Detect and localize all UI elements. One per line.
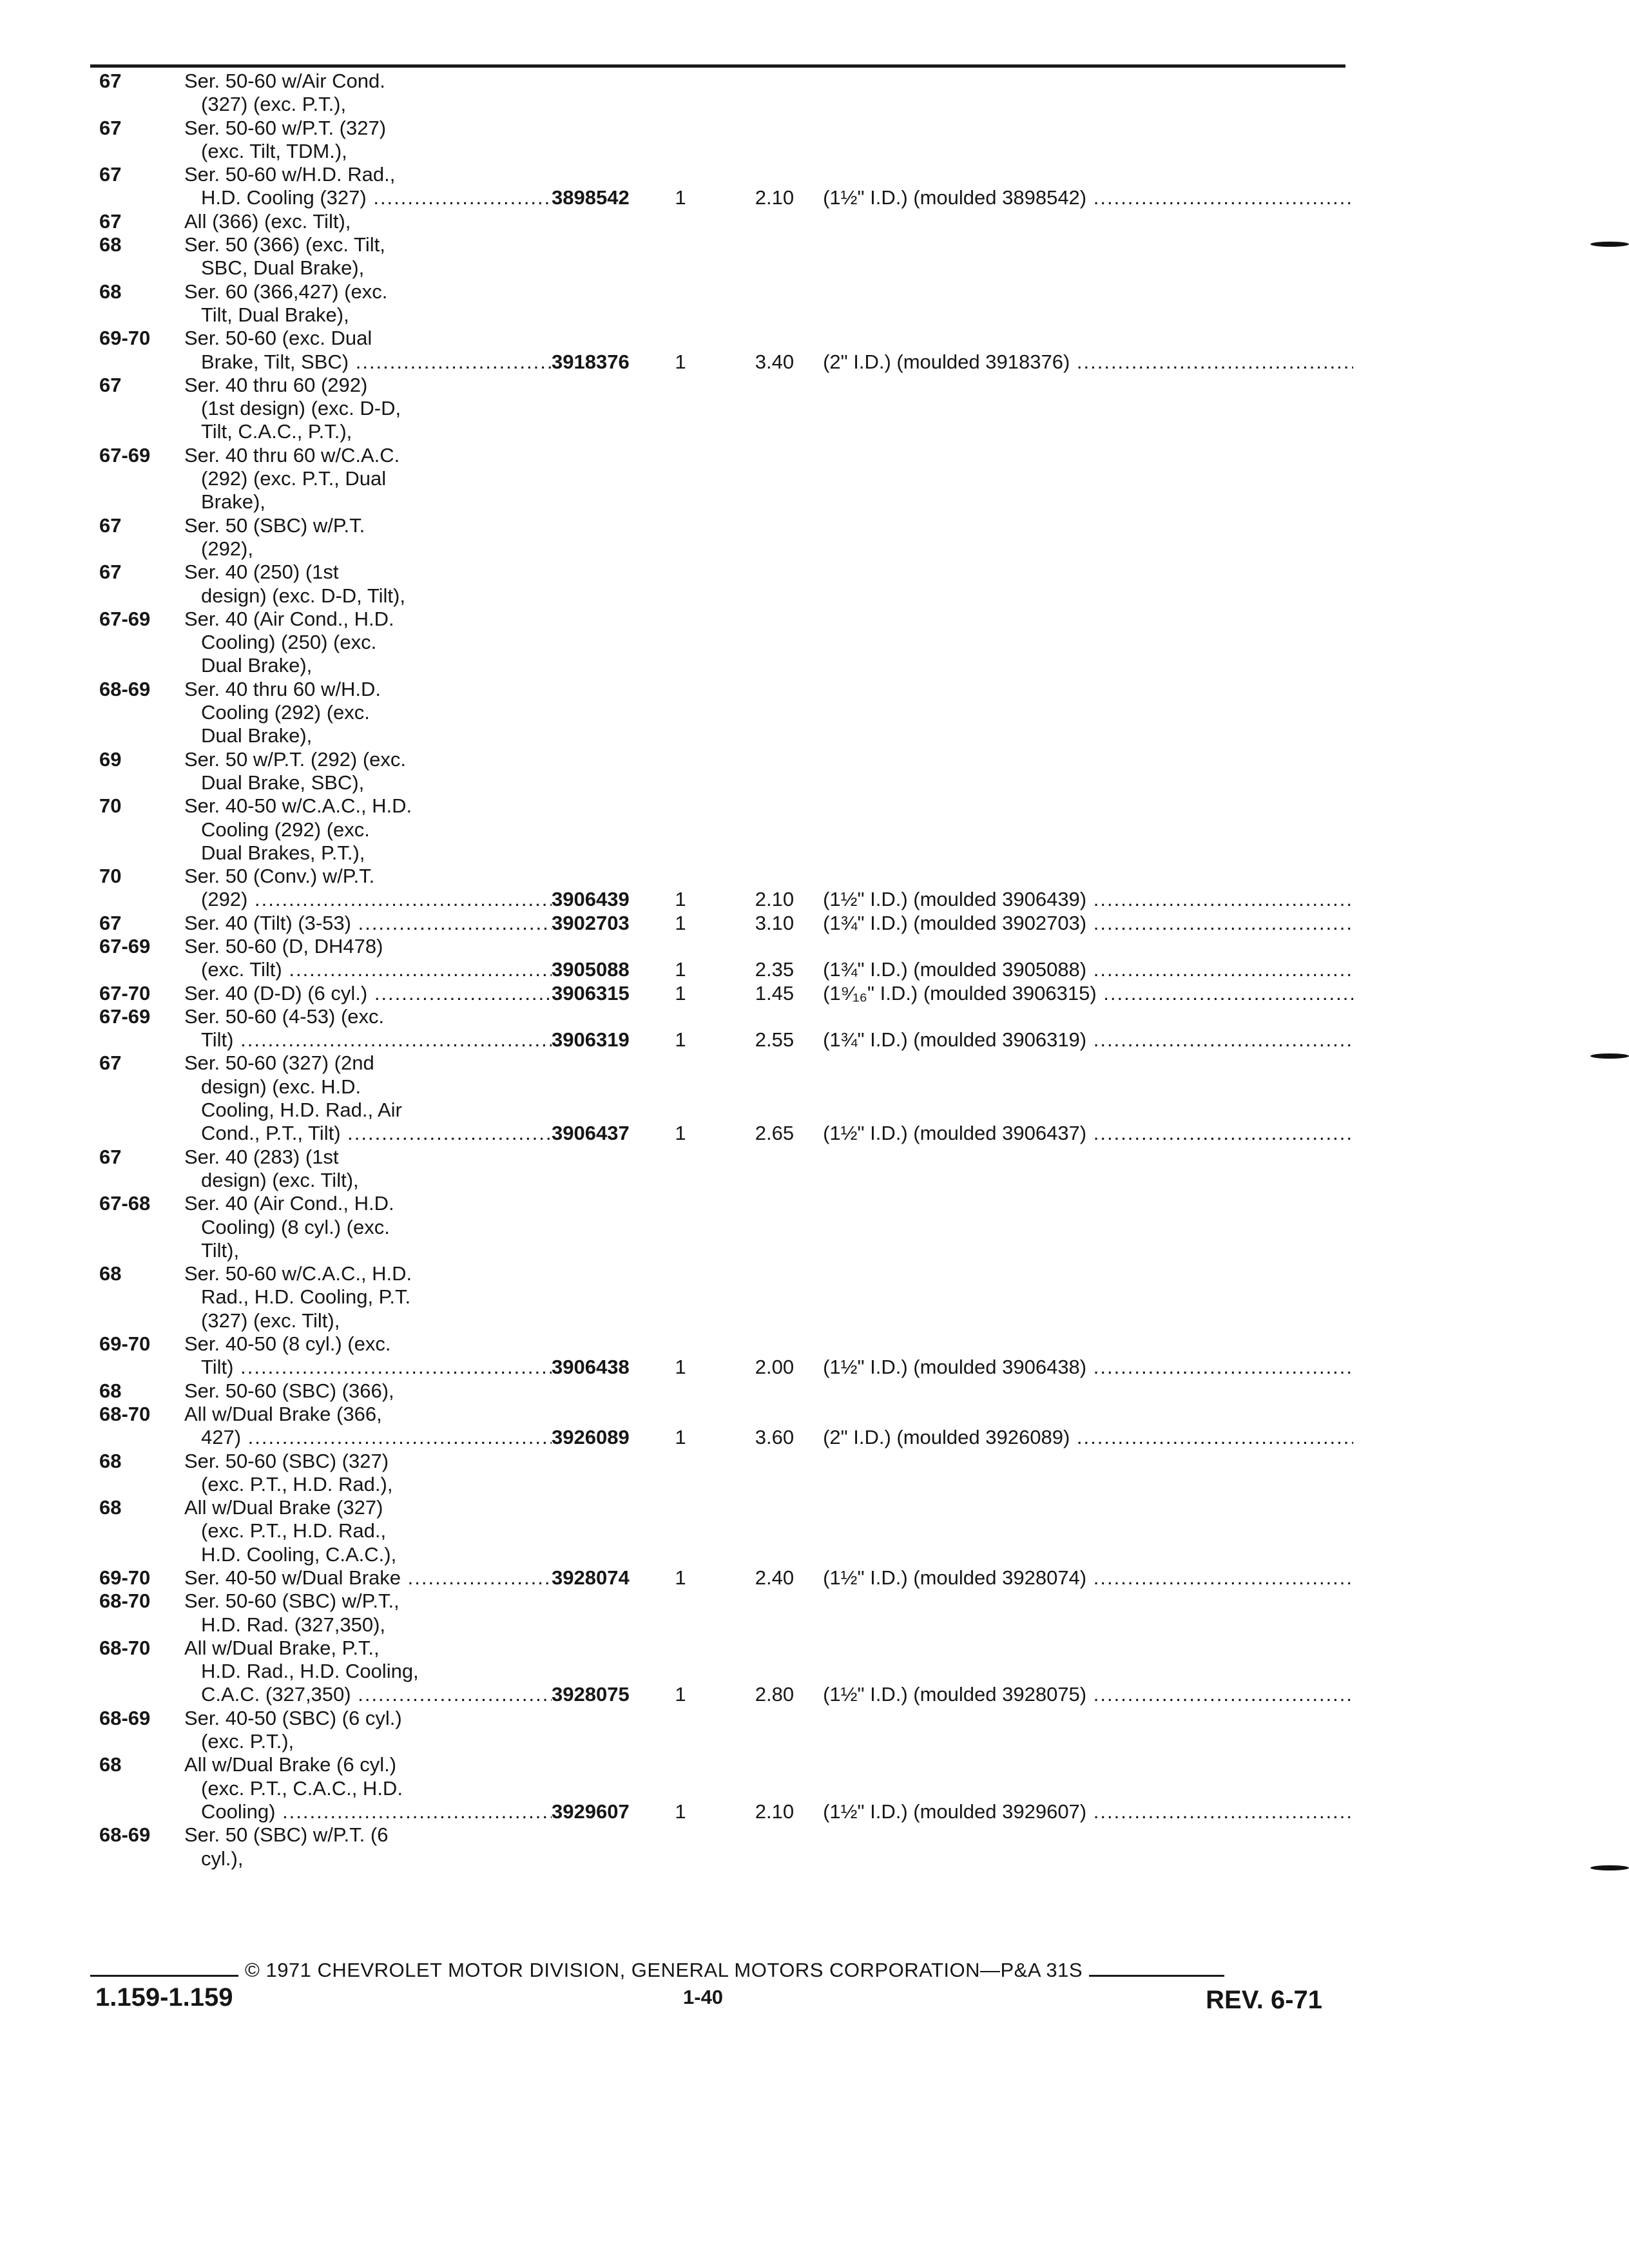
revision-label: REV. 6-71	[1206, 1986, 1322, 2014]
entry-year: 67	[99, 373, 122, 396]
description-line: Ser. 50-60 (exc. Dual	[184, 327, 372, 350]
list-price: 2.10	[755, 888, 795, 911]
description-line: Ser. 40-50 w/C.A.C., H.D.	[184, 794, 412, 818]
entry-description	[184, 1707, 552, 1754]
description-line: Ser. 50-60 (SBC) (327)	[184, 1449, 389, 1472]
description-line: (exc. Tilt, TDM.),	[201, 139, 347, 162]
copyright-row	[90, 1959, 1345, 1982]
entry-year: 68-69	[99, 1823, 151, 1847]
description-line: Cooling) (250) (exc.	[201, 631, 377, 654]
description-line: design) (exc. Tilt),	[201, 1168, 359, 1191]
list-price: 2.65	[755, 1122, 795, 1145]
quantity: 1	[675, 1028, 686, 1052]
description-line: Ser. 50-60 (327) (2nd	[184, 1052, 374, 1075]
entry-description	[184, 608, 552, 678]
description-line: (exc. P.T., C.A.C., H.D.	[201, 1776, 403, 1800]
description-line: cyl.),	[201, 1847, 244, 1870]
description-line: Ser. 50 w/P.T. (292) (exc.	[184, 747, 407, 771]
description-line: Dual Brakes, P.T.),	[201, 841, 365, 864]
description-line: Ser. 50 (Conv.) w/P.T.	[184, 865, 375, 888]
description-line: (292),	[201, 537, 253, 560]
parts-entry	[90, 117, 1353, 164]
footer-rule-right	[1089, 1975, 1224, 1977]
description-line: Brake),	[201, 490, 265, 514]
description-line: 427) .....	[184, 1426, 552, 1449]
parts-listing	[90, 70, 1353, 1870]
quantity: 1	[675, 350, 686, 373]
description-line: Ser. 50 (SBC) w/P.T.	[184, 514, 365, 537]
parts-entry	[90, 1637, 1353, 1707]
part-number: 3906439	[552, 888, 630, 911]
quantity: 1	[675, 911, 686, 934]
entry-description	[184, 327, 552, 374]
list-price: 2.10	[755, 186, 795, 209]
parts-entry	[90, 1262, 1353, 1332]
part-number: 3926089	[552, 1426, 630, 1449]
quantity: 1	[675, 1800, 686, 1823]
quantity: 1	[675, 1566, 686, 1589]
entry-year: 67-69	[99, 934, 151, 957]
list-price: 2.00	[755, 1356, 795, 1379]
description-line: Tilt) .....	[184, 1356, 552, 1379]
description-line: Ser. 50-60 (4-53) (exc.	[184, 1004, 385, 1028]
page-number: 1-40	[683, 1986, 724, 2008]
entry-description	[184, 678, 552, 748]
entry-year: 68-70	[99, 1636, 151, 1659]
description-line: Ser. 50 (366) (exc. Tilt,	[184, 233, 385, 256]
quantity: 1	[675, 1356, 686, 1379]
parts-entry	[90, 514, 1353, 561]
part-note: (1½" I.D.) (moulded 3906439) .....	[823, 888, 1353, 911]
entry-description	[184, 1496, 552, 1566]
quantity: 1	[675, 958, 686, 981]
entry-year: 70	[99, 865, 122, 888]
parts-entry	[90, 1005, 1353, 1052]
part-note: (1¾" I.D.) (moulded 3906319) .....	[823, 1028, 1353, 1052]
description-line: SBC, Dual Brake),	[201, 256, 365, 280]
section-number: 1.159-1.159	[95, 1983, 233, 2012]
entry-year: 68-69	[99, 1706, 151, 1729]
parts-entry	[90, 678, 1353, 748]
part-number: 3928075	[552, 1683, 630, 1706]
entry-description	[184, 1379, 552, 1403]
description-line: design) (exc. D-D, Tilt),	[201, 584, 405, 607]
entry-year: 67	[99, 163, 122, 186]
parts-entry	[90, 374, 1353, 444]
parts-entry	[90, 210, 1353, 233]
description-line: Ser. 40 thru 60 w/C.A.C.	[184, 443, 400, 466]
parts-entry	[90, 748, 1353, 795]
quantity: 1	[675, 1122, 686, 1145]
description-line: All w/Dual Brake (6 cyl.)	[184, 1753, 397, 1776]
list-price: 2.80	[755, 1683, 795, 1706]
entry-description	[184, 982, 552, 1005]
description-line: Ser. 40-50 (SBC) (6 cyl.)	[184, 1706, 402, 1729]
part-note: (1½" I.D.) (moulded 3906438) .....	[823, 1356, 1353, 1379]
entry-year: 68	[99, 1496, 122, 1519]
description-line: Dual Brake),	[201, 654, 313, 677]
entry-year: 69	[99, 747, 122, 771]
list-price: 3.10	[755, 911, 795, 934]
entry-description	[184, 70, 552, 117]
quantity: 1	[675, 1426, 686, 1449]
footer-rule-left	[90, 1975, 238, 1977]
description-line: Cooling) (8 cyl.) (exc.	[201, 1215, 390, 1238]
part-number: 3902703	[552, 911, 630, 934]
description-line: (exc. P.T., H.D. Rad.,	[201, 1519, 387, 1542]
description-line: C.A.C. (327,350) .....	[184, 1683, 552, 1706]
part-note: (1½" I.D.) (moulded 3928075) .....	[823, 1683, 1353, 1706]
entry-year: 67-69	[99, 1004, 151, 1028]
entry-year: 68	[99, 280, 122, 303]
entry-description	[184, 1262, 552, 1332]
page-footer	[90, 1959, 1345, 2022]
entry-year: 67	[99, 1052, 122, 1075]
description-line: Cooling (292) (exc.	[201, 818, 370, 841]
entry-description	[184, 1192, 552, 1262]
description-line: H.D. Rad. (327,350),	[201, 1613, 386, 1636]
list-price: 2.10	[755, 1800, 795, 1823]
entry-year: 67	[99, 911, 122, 934]
description-line: Ser. 60 (366,427) (exc.	[184, 280, 388, 303]
entry-description	[184, 280, 552, 327]
list-price: 2.40	[755, 1566, 795, 1589]
entry-year: 69-70	[99, 327, 151, 350]
part-note: (1½" I.D.) (moulded 3898542) .....	[823, 186, 1353, 209]
part-note: (1¾" I.D.) (moulded 3902703) .....	[823, 912, 1353, 935]
description-line: Ser. 40 (Air Cond., H.D.	[184, 1192, 394, 1215]
parts-entry	[90, 1379, 1353, 1403]
entry-year: 67-69	[99, 607, 151, 630]
parts-entry	[90, 70, 1353, 117]
top-rule	[90, 64, 1345, 68]
parts-entry	[90, 912, 1353, 935]
binder-tab-mark	[1590, 1053, 1629, 1059]
description-line: Cooling (292) (exc.	[201, 701, 370, 724]
quantity: 1	[675, 186, 686, 209]
entry-year: 67-68	[99, 1192, 151, 1215]
entry-year: 68-70	[99, 1590, 151, 1613]
footer-bottom-row	[90, 1983, 1345, 2022]
entry-year: 68	[99, 1262, 122, 1285]
parts-entry	[90, 1707, 1353, 1754]
parts-entry	[90, 561, 1353, 608]
description-line: Ser. 40 thru 60 (292)	[184, 373, 368, 396]
description-line: Ser. 40 (D-D) (6 cyl.) .....	[184, 982, 552, 1005]
entry-description	[184, 1332, 552, 1379]
parts-entry	[90, 1566, 1353, 1590]
entry-description	[184, 1005, 552, 1052]
part-number: 3898542	[552, 186, 630, 209]
part-note: (1½" I.D.) (moulded 3929607) .....	[823, 1800, 1353, 1823]
description-line: Tilt),	[201, 1238, 240, 1262]
parts-entry	[90, 865, 1353, 912]
description-line: H.D. Cooling (327) .....	[184, 186, 552, 209]
description-line: Ser. 50-60 w/P.T. (327)	[184, 116, 387, 139]
description-line: H.D. Cooling, C.A.C.),	[201, 1542, 397, 1566]
entry-year: 68	[99, 1753, 122, 1776]
description-line: Ser. 40-50 (8 cyl.) (exc.	[184, 1332, 391, 1356]
entry-description	[184, 210, 552, 233]
description-line: Ser. 50-60 w/C.A.C., H.D.	[184, 1262, 412, 1285]
parts-entry	[90, 1146, 1353, 1193]
part-note: (1½" I.D.) (moulded 3906437) .....	[823, 1122, 1353, 1145]
description-line: All w/Dual Brake, P.T.,	[184, 1636, 380, 1659]
entry-description	[184, 561, 552, 608]
description-line: All w/Dual Brake (366,	[184, 1402, 382, 1425]
part-note: (2" I.D.) (moulded 3918376) .....	[823, 351, 1353, 374]
entry-year: 70	[99, 794, 122, 818]
part-number: 3906437	[552, 1122, 630, 1145]
list-price: 2.35	[755, 958, 795, 981]
entry-description	[184, 1450, 552, 1497]
part-note: (2" I.D.) (moulded 3926089) .....	[823, 1426, 1353, 1449]
list-price: 2.55	[755, 1028, 795, 1052]
parts-entry	[90, 1192, 1353, 1262]
entry-year: 68	[99, 1449, 122, 1472]
parts-entry	[90, 327, 1353, 374]
entry-description	[184, 1637, 552, 1707]
copyright-text: © 1971 CHEVROLET MOTOR DIVISION, GENERAL MOTORS CORPORATION—P&A 31S	[245, 1959, 1083, 1981]
parts-entry	[90, 1052, 1353, 1145]
parts-entry	[90, 233, 1353, 280]
entry-description	[184, 233, 552, 280]
description-line: (292) .....	[184, 888, 552, 911]
part-number: 3918376	[552, 350, 630, 373]
entry-description	[184, 117, 552, 164]
part-number: 3906438	[552, 1356, 630, 1379]
parts-entry	[90, 1590, 1353, 1637]
description-line: Ser. 50-60 (SBC) (366),	[184, 1379, 394, 1402]
part-number: 3906315	[552, 981, 630, 1004]
description-line: (1st design) (exc. D-D,	[201, 397, 401, 420]
description-line: (exc. Tilt) .....	[184, 958, 552, 981]
description-line: Ser. 40 (Tilt) (3-53) .....	[184, 912, 552, 935]
description-line: Cond., P.T., Tilt) .....	[184, 1122, 552, 1145]
description-line: All w/Dual Brake (327)	[184, 1496, 383, 1519]
parts-entry	[90, 1450, 1353, 1497]
part-note: (1⁹⁄₁₆" I.D.) (moulded 3906315) .....	[823, 982, 1353, 1005]
part-number: 3906319	[552, 1028, 630, 1052]
entry-year: 67	[99, 1145, 122, 1168]
description-line: (exc. P.T.),	[201, 1730, 294, 1753]
parts-entry	[90, 1403, 1353, 1450]
entry-description	[184, 748, 552, 795]
entry-year: 67	[99, 70, 122, 92]
part-note: (1¾" I.D.) (moulded 3905088) .....	[823, 958, 1353, 981]
quantity: 1	[675, 981, 686, 1004]
binder-tab-mark	[1590, 242, 1629, 247]
description-line: Ser. 40 (250) (1st	[184, 561, 339, 584]
description-line: All (366) (exc. Tilt),	[184, 209, 351, 233]
parts-entry	[90, 608, 1353, 678]
entry-description	[184, 163, 552, 210]
entry-description	[184, 1590, 552, 1637]
description-line: (327) (exc. P.T.),	[201, 93, 347, 116]
entry-description	[184, 1403, 552, 1450]
description-line: (exc. P.T., H.D. Rad.),	[201, 1472, 393, 1495]
description-line: Tilt, Dual Brake),	[201, 303, 349, 326]
parts-entry	[90, 1753, 1353, 1823]
entry-description	[184, 935, 552, 982]
part-note: (1½" I.D.) (moulded 3928074) .....	[823, 1566, 1353, 1590]
description-line: H.D. Rad., H.D. Cooling,	[201, 1660, 419, 1683]
description-line: Cooling) .....	[184, 1800, 552, 1823]
part-number: 3928074	[552, 1566, 630, 1589]
description-line: Tilt, C.A.C., P.T.),	[201, 420, 352, 443]
description-line: Ser. 50-60 w/H.D. Rad.,	[184, 163, 396, 186]
list-price: 3.60	[755, 1426, 795, 1449]
entry-description	[184, 1823, 552, 1870]
entry-description	[184, 1566, 552, 1590]
description-line: Ser. 50-60 (D, DH478)	[184, 934, 383, 957]
entry-description	[184, 1146, 552, 1193]
entry-year: 68-69	[99, 677, 151, 700]
entry-description	[184, 912, 552, 935]
parts-entry	[90, 444, 1353, 514]
entry-year: 67	[99, 561, 122, 584]
description-line: Ser. 50 (SBC) w/P.T. (6	[184, 1823, 389, 1847]
entry-description	[184, 1052, 552, 1145]
entry-description	[184, 865, 552, 912]
description-line: Ser. 50-60 w/Air Cond.	[184, 70, 385, 92]
entry-year: 67	[99, 116, 122, 139]
parts-entry	[90, 982, 1353, 1005]
quantity: 1	[675, 888, 686, 911]
entry-year: 68	[99, 1379, 122, 1402]
parts-entry	[90, 1332, 1353, 1379]
quantity: 1	[675, 1683, 686, 1706]
list-price: 3.40	[755, 350, 795, 373]
parts-entry	[90, 163, 1353, 210]
parts-entry	[90, 1823, 1353, 1870]
parts-entry	[90, 1496, 1353, 1566]
entry-year: 67	[99, 514, 122, 537]
description-line: Ser. 40 (283) (1st	[184, 1145, 339, 1168]
entry-description	[184, 514, 552, 561]
entry-description	[184, 374, 552, 444]
description-line: design) (exc. H.D.	[201, 1075, 361, 1098]
description-line: Ser. 40-50 w/Dual Brake .....	[184, 1566, 552, 1590]
parts-entry	[90, 280, 1353, 327]
description-line: Ser. 40 (Air Cond., H.D.	[184, 607, 394, 630]
description-line: Ser. 50-60 (SBC) w/P.T.,	[184, 1590, 400, 1613]
description-line: (327) (exc. Tilt),	[201, 1309, 340, 1332]
description-line: Tilt) .....	[184, 1028, 552, 1052]
entry-year: 67	[99, 209, 122, 233]
entry-year: 67-69	[99, 443, 151, 466]
entry-year: 67-70	[99, 981, 151, 1004]
list-price: 1.45	[755, 981, 795, 1004]
description-line: Dual Brake, SBC),	[201, 771, 365, 794]
part-number: 3929607	[552, 1800, 630, 1823]
binder-tab-mark	[1590, 1865, 1629, 1870]
entry-year: 68	[99, 233, 122, 256]
entry-description	[184, 1753, 552, 1823]
description-line: Ser. 40 thru 60 w/H.D.	[184, 677, 381, 700]
entry-year: 68-70	[99, 1402, 151, 1425]
parts-entry	[90, 794, 1353, 865]
description-line: Brake, Tilt, SBC) .....	[184, 351, 552, 374]
part-number: 3905088	[552, 958, 630, 981]
description-line: Rad., H.D. Cooling, P.T.	[201, 1285, 411, 1309]
entry-description	[184, 794, 552, 865]
description-line: (292) (exc. P.T., Dual	[201, 467, 387, 490]
description-line: Dual Brake),	[201, 724, 313, 747]
parts-entry	[90, 935, 1353, 982]
entry-year: 69-70	[99, 1566, 151, 1589]
entry-year: 69-70	[99, 1332, 151, 1356]
entry-description	[184, 444, 552, 514]
description-line: Cooling, H.D. Rad., Air	[201, 1099, 402, 1122]
